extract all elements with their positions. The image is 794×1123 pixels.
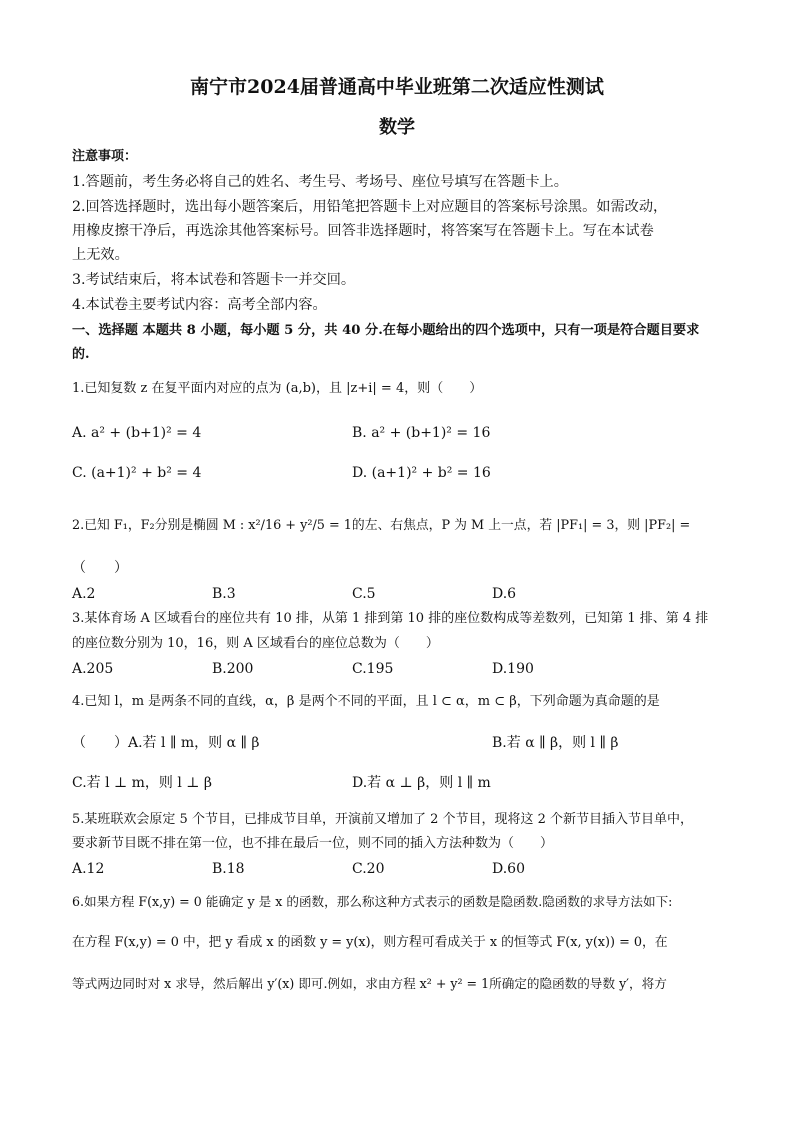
q3-option-a: A.205: [72, 661, 114, 677]
notice-item-4: 4.本试卷主要考试内容：高考全部内容。: [72, 297, 327, 313]
section-heading-cont: 的.: [72, 347, 90, 362]
q4-option-b: B.若 α ∥ β，则 l ∥ β: [492, 735, 619, 751]
q2-option-d: D.6: [492, 586, 517, 602]
q3-option-c: C.195: [352, 661, 394, 677]
question-6-line-3: 等式两边同时对 x 求导，然后解出 y′(x) 即可.例如，求由方程 x² + y² = 1所确定的隐函数的导数 y′，将方: [72, 976, 667, 991]
q5-option-a: A.12: [72, 861, 105, 877]
notice-item-3: 3.考试结束后，将本试卷和答题卡一并交回。: [72, 272, 356, 288]
question-4-stem: 4.已知 l，m 是两条不同的直线，α，β 是两个不同的平面，且 l ⊂ α，m ⊂ β，下列命题为真命题的是: [72, 694, 660, 709]
q5-option-d: D.60: [492, 861, 525, 877]
q1-option-b: B. a² + (b+1)² = 16: [352, 425, 491, 441]
question-3-line-1: 3.某体育场 A 区域看台的座位共有 10 排，从第 1 排到第 10 排的座位数构成等差数列，已知第 1 排、第 4 排: [72, 611, 709, 626]
q5-option-c: C.20: [352, 861, 385, 877]
q2-option-c: C.5: [352, 586, 376, 602]
notice-item-1: 1.答题前，考生务必将自己的姓名、考生号、考场号、座位号填写在答题卡上。: [72, 174, 568, 190]
q5-option-b: B.18: [212, 861, 245, 877]
q2-option-b: B.3: [212, 586, 236, 602]
q1-option-c: C. (a+1)² + b² = 4: [72, 465, 202, 481]
q2-option-a: A.2: [72, 586, 96, 602]
q1-option-a: A. a² + (b+1)² = 4: [72, 425, 202, 441]
q3-option-b: B.200: [212, 661, 254, 677]
q4-option-c: C.若 l ⊥ m，则 l ⊥ β: [72, 775, 213, 791]
question-1-stem: 1.已知复数 z 在复平面内对应的点为 (a,b)，且 |z+i| = 4，则（ ）: [72, 381, 483, 396]
exam-title: 南宁市2024届普通高中毕业班第二次适应性测试: [190, 76, 604, 98]
notice-item-2-end: 上无效。: [72, 247, 129, 263]
question-6-line-1: 6.如果方程 F(x,y) = 0 能确定 y 是 x 的函数，那么称这种方式表示的函数是隐函数.隐函数的求导方法如下:: [72, 894, 673, 909]
notice-item-2: 2.回答选择题时，选出每小题答案后，用铅笔把答题卡上对应题目的答案标号涂黑。如需改动，: [72, 199, 668, 215]
notice-heading: 注意事项：: [72, 149, 138, 164]
subject-title: 数学: [379, 117, 415, 138]
question-2-stem: 2.已知 F₁，F₂分别是椭圆 M : x²/16 + y²/5 = 1的左、右焦点，P 为 M 上一点，若 |PF₁| = 3，则 |PF₂| =: [72, 518, 691, 533]
question-5-line-1: 5.某班联欢会原定 5 个节目，已排成节目单，开演前又增加了 2 个节目，现将这 2 个新节目插入节目单中，: [72, 812, 694, 827]
section-heading: 一、选择题 本题共 8 小题，每小题 5 分，共 40 分.在每小题给出的四个选项中，只有一项是符合题目要求: [72, 323, 700, 338]
question-3-line-2: 的座位数分别为 10，16，则 A 区域看台的座位总数为（ ）: [72, 636, 439, 651]
q1-option-d: D. (a+1)² + b² = 16: [352, 465, 491, 481]
q4-option-a: （ ）A.若 l ∥ m，则 α ∥ β: [72, 735, 260, 751]
question-6-line-2: 在方程 F(x,y) = 0 中，把 y 看成 x 的函数 y = y(x)，则方程可看成关于 x 的恒等式 F(x, y(x)) = 0，在: [72, 935, 668, 950]
q2-paren: （ ）: [72, 560, 128, 576]
q4-option-d: D.若 α ⊥ β，则 l ∥ m: [352, 775, 491, 791]
notice-item-2-cont: 用橡皮擦干净后，再选涂其他答案标号。回答非选择题时，将答案写在答题卡上。写在本试卷: [72, 223, 654, 239]
q3-option-d: D.190: [492, 661, 534, 677]
question-5-line-2: 要求新节目既不排在第一位，也不排在最后一位，则不同的插入方法种数为（ ）: [72, 836, 554, 851]
